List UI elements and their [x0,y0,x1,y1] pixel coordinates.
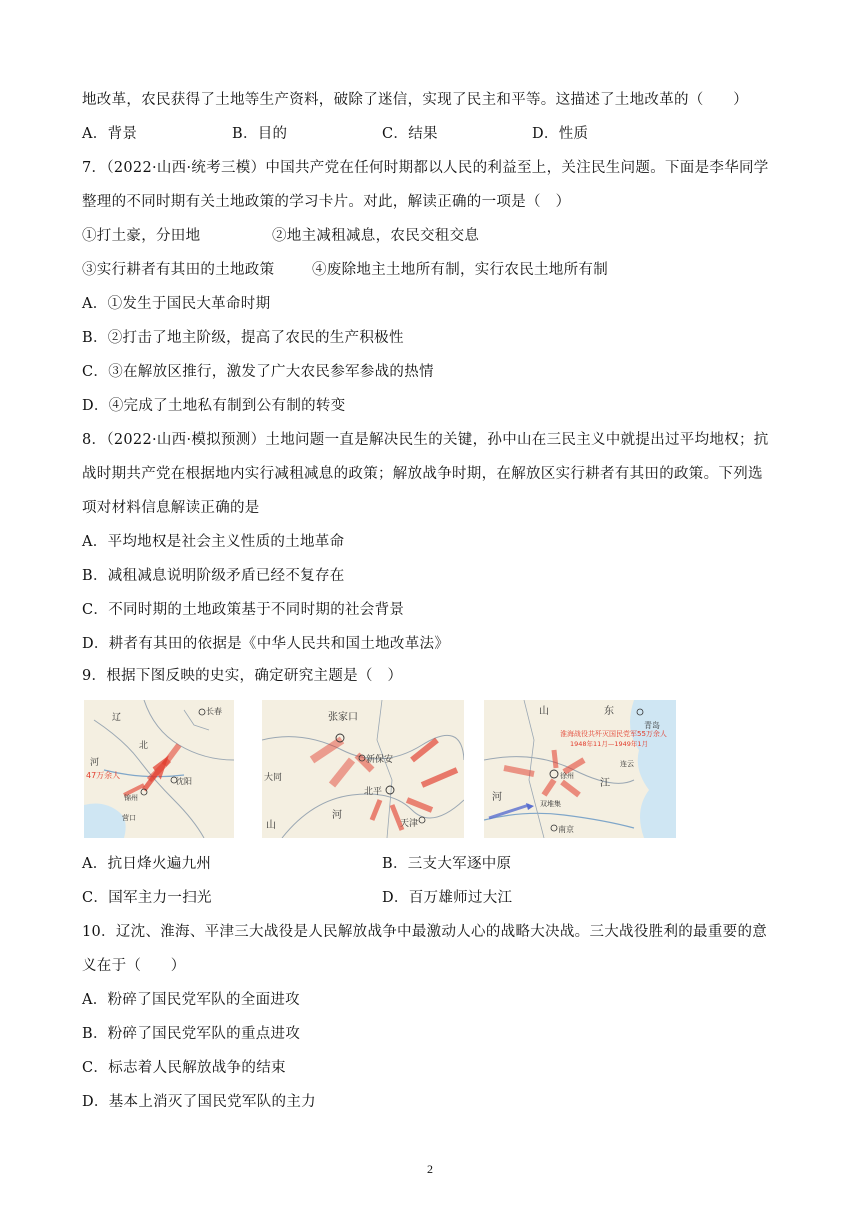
q8-stem-line3: 项对材料信息解读正确的是 [82,500,260,516]
q7-option-d: D．④完成了土地私有制到公有制的转变 [82,398,346,414]
q8-option-b: B．减租减息说明阶级矛盾已经不复存在 [82,568,345,584]
huaihai-label-10: 河 [492,792,502,803]
huaihai-label-7: 连云 [620,760,634,768]
huaihai-label-4: 1948年11月—1949年1月 [570,740,648,748]
q7-option-c: C．③在解放区推行，激发了广大农民参军参战的热情 [82,364,434,380]
q7-card-4: ④废除地主土地所有制，实行农民土地所有制 [312,262,608,278]
pingjin-label-1: 新保安 [366,755,394,765]
q7-card-2: ②地主减租减息，农民交租交息 [272,228,480,244]
q8-option-a: A．平均地权是社会主义性质的土地革命 [82,534,345,550]
q8-option-d: D．耕者有其田的依据是《中华人民共和国土地改革法》 [82,636,450,652]
q9-option-d: D．百万雄师过大江 [382,890,513,906]
q9-option-a: A．抗日烽火遍九州 [82,856,212,872]
liaoshen-label-2: 北 [139,741,149,751]
q10-stem-line2: 义在于（ ） [82,958,186,974]
huaihai-label-6: 江 [600,778,610,789]
q7-stem-line1: 7．（2022·山西·统考三模）中国共产党在任何时期都以人民的利益至上，关注民生问题。下面是李华同学 [82,160,769,176]
q8-stem-line1: 8．（2022·山西·模拟预测）土地问题一直是解决民生的关键，孙中山在三民主义中就提出过平均地权；抗 [82,432,769,448]
q9-option-c: C．国军主力一扫光 [82,890,212,906]
liaoshen-map [84,700,234,838]
pingjin-label-3: 北平 [364,787,383,797]
liaoshen-label-7: 河 [90,758,100,768]
huaihai-label-2: 青岛 [644,721,660,730]
q10-option-c: C．标志着人民解放战争的结束 [82,1060,286,1076]
huaihai-label-9: 双堆集 [540,800,561,808]
q9-options-row1 [82,854,782,874]
liaoshen-label-1: 长春 [206,707,222,716]
huaihai-label-1: 东 [604,706,614,717]
pingjin-map [262,700,464,838]
q7-option-a: A．①发生于国民大革命时期 [82,296,271,312]
q9-stem: 9．根据下图反映的史实，确定研究主题是（ ） [82,668,403,684]
q10-option-a: A．粉碎了国民党军队的全面进攻 [82,992,300,1008]
liaoshen-label-5: 沈阳 [176,777,192,786]
q8-option-c: C．不同时期的土地政策基于不同时期的社会背景 [82,602,405,618]
q10-option-d: D．基本上消灭了国民党军队的主力 [82,1094,316,1110]
q6-option-b: B．目的 [232,126,288,142]
q6-option-a: A．背景 [82,126,138,142]
q7-card-3: ③实行耕者有其田的土地政策 [82,262,275,278]
huaihai-label-8: 南京 [558,825,574,834]
liaoshen-label-4: 锦州 [124,794,138,802]
huaihai-map [484,700,676,838]
pingjin-label-6: 山 [266,820,276,831]
pingjin-label-4: 天津 [400,819,419,829]
pingjin-label-2: 大同 [264,773,283,783]
huaihai-label-3: 淮海战役共歼灭国民党军55万余人 [560,730,667,738]
q7-cards-row1 [82,226,782,246]
q8-stem-line2: 战时期共产党在根据地内实行减租减息的政策；解放战争时期，在解放区实行耕者有其田的政策。下列选 [82,466,763,482]
pingjin-label-0: 张家口 [328,712,358,723]
pingjin-label-5: 河 [332,810,342,821]
q7-stem-line2: 整理的不同时期有关土地政策的学习卡片。对此，解读正确的一项是（ ） [82,194,571,210]
q6-option-c: C．结果 [382,126,438,142]
q6-stem-tail: 地改革，农民获得了土地等生产资料，破除了迷信，实现了民主和平等。这描述了土地改革的（ ） [82,92,748,108]
q10-stem-line1: 10．辽沈、淮海、平津三大战役是人民解放战争中最激动人心的战略大决战。三大战役胜利的最重要的意 [82,924,768,940]
q6-options [82,124,782,144]
q7-option-b: B．②打击了地主阶级，提高了农民的生产积极性 [82,330,404,346]
q9-option-b: B．三支大军逐中原 [382,856,512,872]
page-number: 2 [427,1162,433,1176]
liaoshen-label-0: 辽 [112,713,122,723]
q7-card-1: ①打土豪，分田地 [82,228,201,244]
q6-option-d: D．性质 [532,126,589,142]
q10-option-b: B．粉碎了国民党军队的重点进攻 [82,1026,301,1042]
liaoshen-label-6: 营口 [122,814,136,822]
q9-maps [84,700,684,840]
huaihai-label-5: 徐州 [560,772,574,780]
q9-options-row2 [82,888,782,908]
q7-cards-row2 [82,260,782,280]
huaihai-label-0: 山 [539,706,549,717]
liaoshen-label-3: 47万余人 [86,771,121,780]
